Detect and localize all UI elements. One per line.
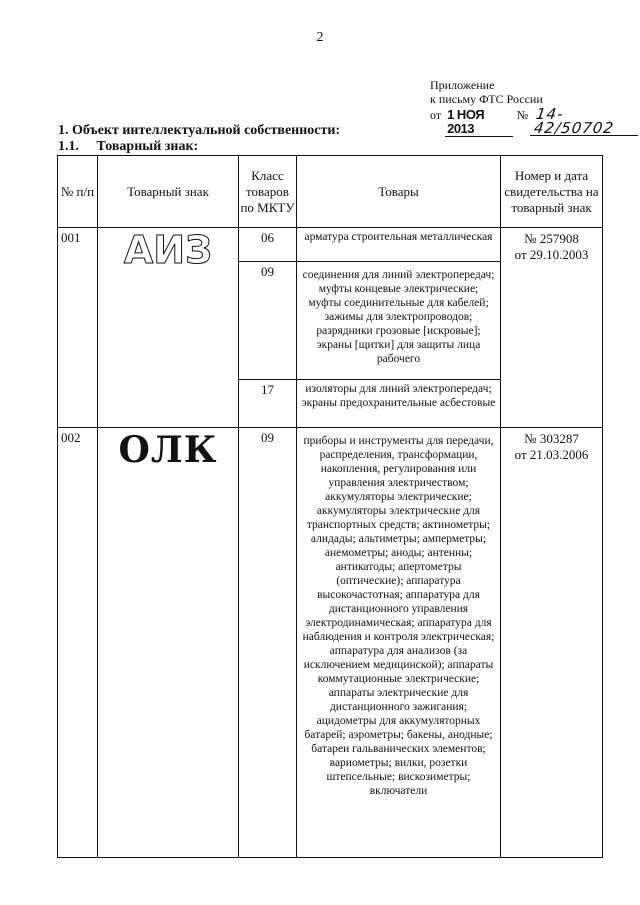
- annex-block: [430, 78, 640, 137]
- header-goods: Товары: [297, 156, 501, 228]
- header-num: № п/п: [58, 156, 98, 228]
- class-cell: 09: [239, 428, 297, 858]
- annex-line-2: к письму ФТС России: [430, 92, 543, 106]
- date-stamp: 1 НОЯ 2013: [445, 108, 513, 137]
- subsection-heading: [58, 139, 198, 155]
- entry-number: 001: [58, 228, 98, 428]
- aiz-logo: [105, 229, 231, 269]
- header-certificate: Номер и дата свидетельства на товарный знак: [501, 156, 603, 228]
- certificate-cell: [501, 428, 603, 858]
- subsection-label: Товарный знак:: [96, 139, 199, 154]
- annex-from-label: от: [430, 108, 442, 122]
- class-cell: 17: [239, 380, 297, 428]
- entry-number: 002: [58, 428, 98, 858]
- header-trademark: Товарный знак: [98, 156, 239, 228]
- handwritten-letter-number: 14-42/50702: [530, 107, 640, 136]
- annex-line-1: Приложение: [430, 78, 495, 92]
- header-class: Класс товаров по МКТУ: [239, 156, 297, 228]
- aiz-logo-text: АИЗ: [123, 229, 213, 269]
- annex-stamp-row: [430, 107, 640, 137]
- certificate-date: от 21.03.2006: [514, 447, 589, 462]
- page-number: 2: [316, 30, 324, 45]
- trademark-logo-cell: [98, 428, 239, 858]
- certificate-cell: [501, 228, 603, 428]
- goods-cell: арматура строительная металлическая: [297, 228, 501, 262]
- class-cell: 09: [239, 262, 297, 380]
- certificate-number: № 303287: [524, 431, 579, 446]
- class-cell: 06: [239, 228, 297, 262]
- goods-cell: соединения для линий электропередач; муфты концевые электрические; муфты соединительные для кабелей; зажимы для электропроводов; разрядники грозовые [искровые]; экраны [щитки] для защиты лица рабочего: [297, 262, 501, 380]
- certificate-date: от 29.10.2003: [514, 247, 589, 262]
- trademark-logo-cell: [98, 228, 239, 428]
- subsection-number: 1.1.: [58, 139, 79, 154]
- annex-number-label: №: [516, 108, 529, 122]
- goods-cell: изоляторы для линий электропередач; экраны предохранительные асбестовые: [297, 380, 501, 428]
- table-row: [58, 428, 603, 858]
- certificate-number: № 257908: [524, 231, 579, 246]
- section-heading: 1. Объект интеллектуальной собственности:: [58, 123, 341, 138]
- trademark-table: [57, 155, 603, 858]
- table-row: [58, 228, 603, 262]
- olk-logo: ОЛК: [118, 429, 218, 471]
- goods-cell: приборы и инструменты для передачи, распределения, трансформации, накопления, регулирования или управления электричеством; аккумуляторы электрические; аккумуляторы электрические для транспортных средств; актинометры; алидады; альтиметры; амперметры; анемометры; аноды; антенны; антикатоды; апертометры (оптические); аппаратура высокочастотная; аппаратура для дистанционного управления электродинамическая; аппаратура для наблюдения и контроля электрическая; аппаратура для анализов (за исключением медицинской); аппараты коммутационные электрические; аппараты электрические для дистанционного зажигания; ацидометры для аккумуляторных батарей; аэрометры; бакены, анодные; батареи гальванических элементов; вариометры; вилки, розетки штепсельные; вискозиметры; включатели: [297, 428, 501, 858]
